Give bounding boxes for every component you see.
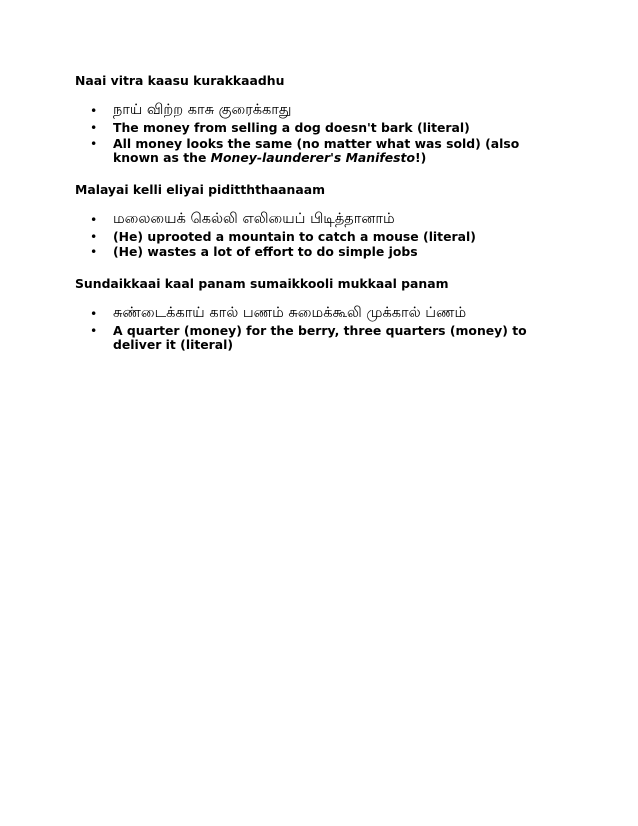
list-item-meaning	[75, 324, 565, 353]
tamil-text: மலையைக் கெல்லி எலியைப் பிடித்தானாம்	[113, 210, 395, 227]
proverb-section-1	[75, 73, 565, 166]
bullet-icon: •	[90, 120, 98, 135]
meaning-text: (He) wastes a lot of effort to do simple jobs	[113, 244, 418, 259]
proverb-heading: Malayai kelli eliyai piditththaanaam	[75, 181, 326, 197]
meaning-text: The money from selling a dog doesn't bark (literal)	[113, 120, 470, 135]
bullet-icon: •	[90, 135, 98, 151]
proverb-list	[75, 305, 565, 353]
meaning-text-italic: Money-launderer's Manifesto	[210, 150, 415, 165]
list-item-meaning	[75, 230, 565, 245]
meaning-text-post: !)	[414, 150, 427, 165]
tamil-text: சுண்டைக்காய் கால் பணம் சுமைக்கூலி முக்கால் ப்ணம்	[113, 304, 467, 321]
meaning-text-pre: All money looks the same (no matter what was sold) (also known as the	[113, 135, 520, 165]
bullet-icon: •	[90, 322, 98, 338]
list-item-meaning	[75, 121, 565, 136]
proverb-list	[75, 102, 565, 166]
list-item-meaning	[75, 245, 565, 260]
tamil-text: நாய் விற்ற காசு குரைக்காது	[113, 102, 292, 118]
bullet-icon: •	[90, 211, 98, 227]
proverb-heading: Sundaikkaai kaal panam sumaikkooli mukkaal panam	[75, 275, 449, 291]
list-item-tamil	[75, 211, 565, 227]
meaning-text: (He) uprooted a mountain to catch a mouse (literal)	[113, 228, 476, 244]
bullet-icon: •	[90, 228, 98, 244]
proverb-heading: Naai vitra kaasu kurakkaadhu	[75, 73, 285, 88]
list-item-meaning	[75, 137, 565, 166]
bullet-icon: •	[90, 305, 98, 321]
document-page	[75, 73, 565, 369]
list-item-tamil	[75, 305, 565, 321]
proverb-section-3	[75, 276, 565, 353]
bullet-icon: •	[90, 244, 98, 259]
bullet-icon: •	[90, 103, 98, 118]
meaning-text: A quarter (money) for the berry, three quarters (money) to deliver it (literal)	[113, 322, 527, 352]
list-item-tamil	[75, 102, 565, 118]
proverb-section-2	[75, 182, 565, 260]
proverb-list	[75, 211, 565, 260]
